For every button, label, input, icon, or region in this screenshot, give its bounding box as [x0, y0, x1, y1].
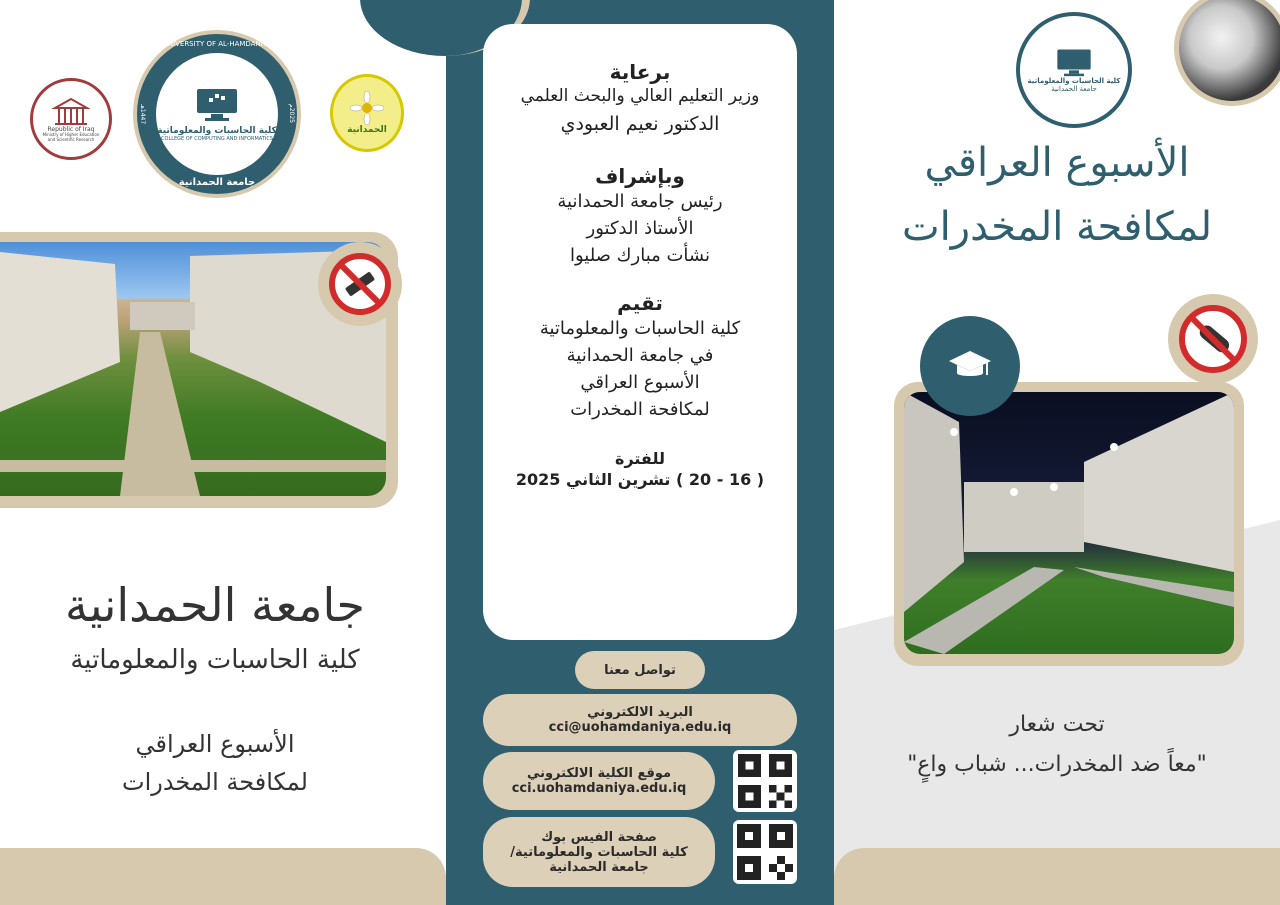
- ministry-logo: [30, 78, 112, 160]
- qr-icon: [737, 754, 793, 808]
- info-card: [483, 24, 797, 640]
- organizer-line-1: كلية الحاسبات والمعلوماتية: [539, 318, 741, 339]
- graduation-cap-icon: [947, 349, 993, 383]
- college-subtitle: كلية الحاسبات والمعلوماتية: [70, 645, 360, 675]
- college-logo: [133, 30, 301, 198]
- contact-us-label: تواصل معنا: [604, 662, 676, 678]
- patronage-heading: برعاية: [609, 60, 671, 84]
- period-dates: ( 16 - 20 ) تشرين الثاني 2025: [515, 470, 765, 489]
- left-panel: [0, 0, 446, 905]
- college-logo-small: [1016, 12, 1132, 128]
- monitor-icon: [193, 86, 241, 122]
- facebook-qr-code[interactable]: [733, 820, 797, 884]
- ministry-logo-line2: Ministry of Higher Education and Scientific Research: [42, 132, 100, 142]
- event-line-2: لمكافحة المخدرات: [121, 768, 308, 796]
- college-logo-name-ar: كلية الحاسبات والمعلوماتية: [157, 126, 277, 136]
- event-line-1: الأسبوع العراقي: [135, 730, 295, 758]
- no-syringe-icon: [327, 251, 393, 317]
- contact-us-pill: [575, 651, 705, 689]
- university-title: جامعة الحمدانية: [65, 578, 365, 632]
- supervision-line-3: نشأت مبارك صليوا: [569, 245, 710, 266]
- email-pill[interactable]: [483, 694, 797, 746]
- facebook-line-2: جامعة الحمدانية: [549, 859, 649, 875]
- email-address[interactable]: cci@uohamdaniya.edu.iq: [548, 720, 732, 735]
- facebook-line-1: كلية الحاسبات والمعلوماتية/: [510, 844, 688, 860]
- right-title-line-1: الأسبوع العراقي: [924, 140, 1190, 186]
- supervision-line-1: رئيس جامعة الحمدانية: [557, 191, 723, 212]
- facebook-label: صفحة الفيس بوك: [541, 829, 657, 845]
- college-logo-name-en: COLLEGE OF COMPUTING AND INFORMATICS: [161, 136, 273, 142]
- no-drugs-sign-left: [318, 242, 402, 326]
- campus-night-drawing: [904, 392, 1234, 654]
- slogan-text: "معاً ضد المخدرات... شباب واعٍ": [907, 752, 1207, 777]
- university-logo: [330, 74, 404, 152]
- patron-line-1: وزير التعليم العالي والبحث العلمي: [520, 86, 760, 106]
- organizer-heading: تقيم: [617, 291, 663, 315]
- right-panel: [834, 0, 1280, 905]
- campus-photo-night: [904, 392, 1234, 654]
- right-bottom-band: [834, 848, 1280, 905]
- patron-line-2: الدكتور نعيم العبودي: [560, 112, 720, 135]
- drugs-photo: [1174, 0, 1280, 106]
- left-bottom-band: [0, 848, 446, 905]
- organizer-line-3: الأسبوع العراقي: [580, 372, 700, 393]
- qr-icon: [737, 824, 793, 880]
- organizer-line-4: لمكافحة المخدرات: [570, 399, 710, 420]
- university-logo-caption: الحمدانية: [347, 125, 387, 135]
- building-icon: [51, 96, 91, 126]
- email-label: البريد الالكتروني: [587, 705, 693, 720]
- college-logo-ring-top: UNIVERSITY OF AL-HAMDANIYA: [162, 40, 272, 48]
- supervision-heading: وبإشراف: [595, 164, 685, 188]
- facebook-pill[interactable]: [483, 817, 715, 887]
- right-title-line-2: لمكافحة المخدرات: [901, 204, 1213, 250]
- college-logo-small-ring: جامعة الحمدانية: [1051, 85, 1097, 93]
- college-logo-small-name: كلية الحاسبات والمعلوماتية: [1027, 77, 1121, 85]
- graduation-badge: [920, 316, 1020, 416]
- slogan-intro: تحت شعار: [1009, 712, 1105, 737]
- ministry-logo-line1: Republic of Iraq: [47, 126, 95, 134]
- college-logo-ring-bottom: جامعة الحمدانية: [178, 177, 256, 188]
- college-logo-year-left: 1447هـ: [139, 104, 146, 125]
- website-address[interactable]: cci.uohamdaniya.edu.iq: [511, 781, 687, 796]
- daisy-icon: [350, 91, 384, 125]
- website-pill[interactable]: [483, 752, 715, 810]
- website-label: موقع الكلية الالكتروني: [526, 766, 672, 781]
- organizer-line-2: في جامعة الحمدانية: [566, 345, 714, 366]
- no-drugs-sign-right: [1168, 294, 1258, 384]
- period-heading: للفترة: [615, 449, 665, 468]
- monitor-icon: [1054, 47, 1094, 77]
- no-pills-icon: [1177, 303, 1249, 375]
- website-qr-code[interactable]: [733, 750, 797, 812]
- supervision-line-2: الأستاذ الدكتور: [586, 218, 694, 239]
- college-logo-year-right: 2025م: [288, 104, 295, 123]
